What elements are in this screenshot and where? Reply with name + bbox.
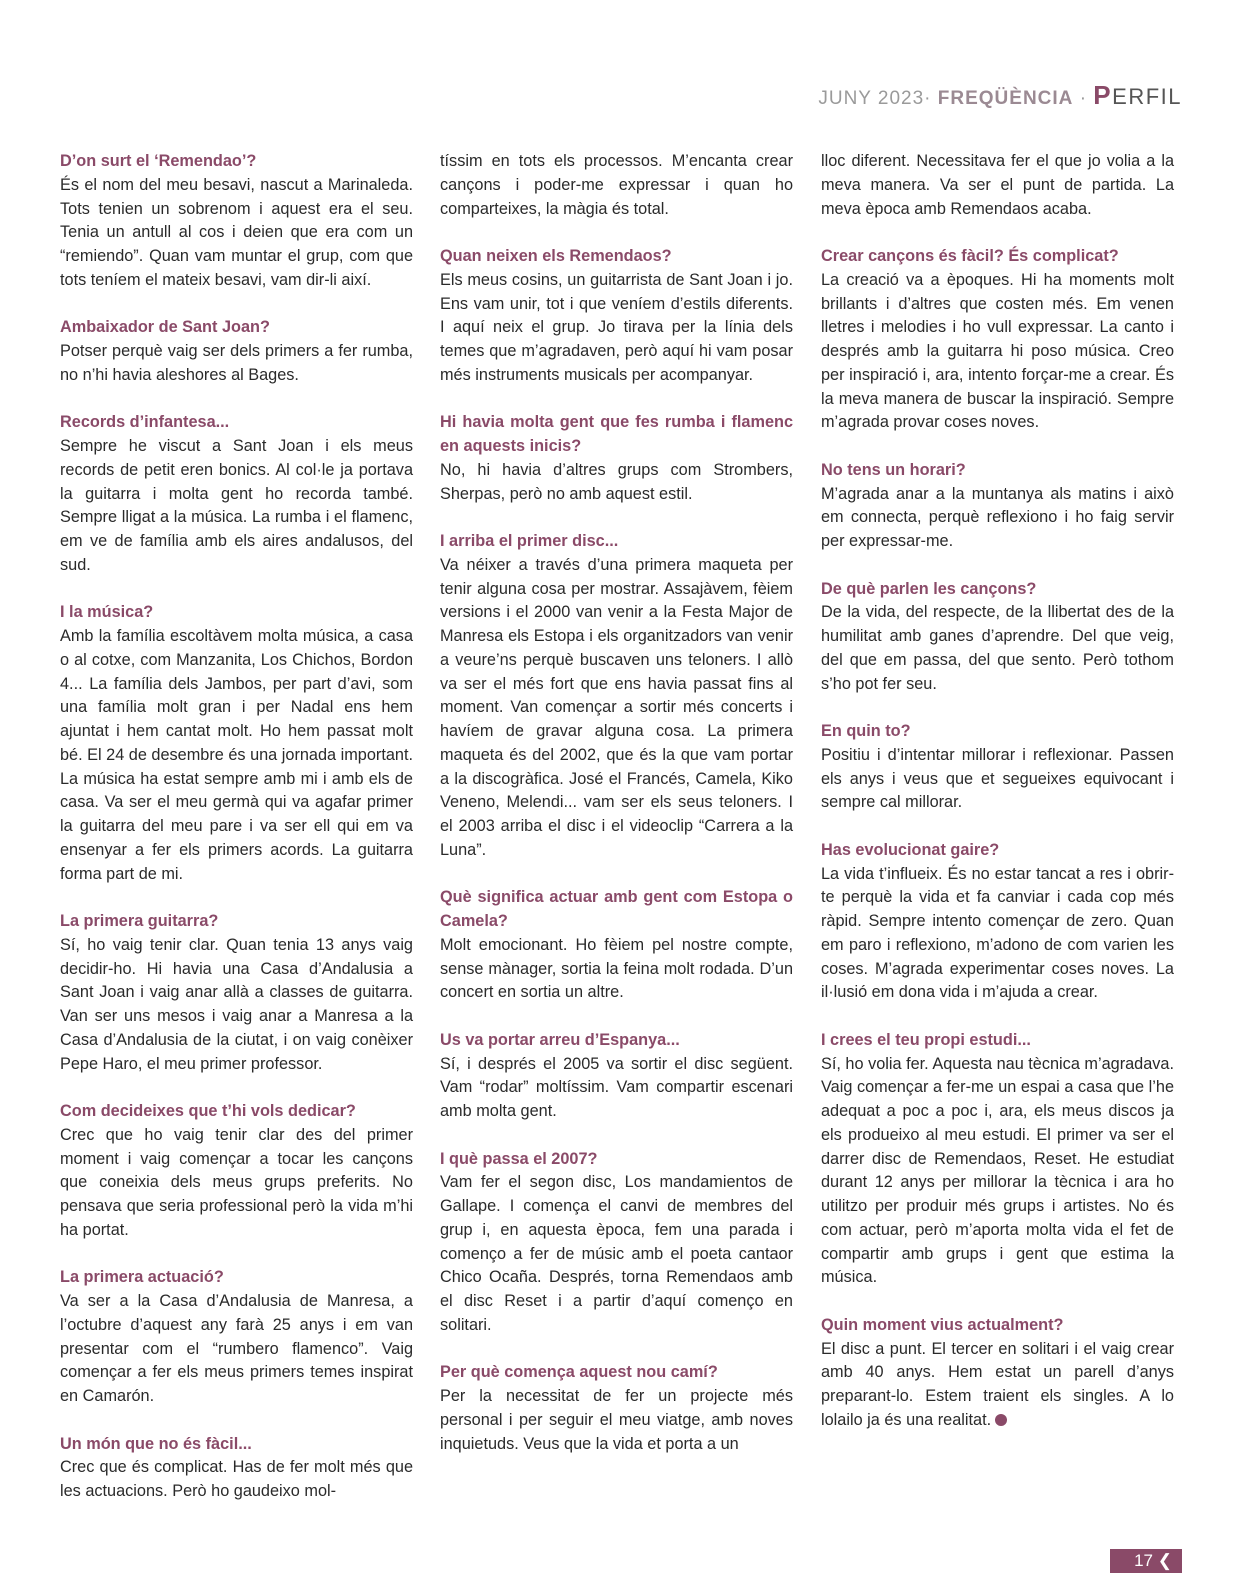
question: En quin to? [821, 722, 911, 740]
answer: Sí, i després el 2005 va sortir el disc següent. Vam “rodar” moltíssim. Vam compartir escenari amb molta gent. [440, 1054, 793, 1120]
answer: La creació va a èpoques. Hi ha moments molt brillants i d’altres que costen més. Em venen lletres i melodies i ho vull expressar. La canto i després amb la guitarra hi poso música. Creo per inspiració i, ara, intento forçar-me a crear. És la meva manera de buscar la inspiració. Sempre m’agrada provar coses noves. [821, 270, 1174, 432]
section-name [1093, 80, 1182, 110]
text-column-2 [440, 150, 793, 1480]
header-separator-2: · [1079, 88, 1088, 109]
text-column-1 [60, 150, 413, 1528]
magazine-name: FREQÜÈNCIA [937, 88, 1074, 109]
question: Quan neixen els Remendaos? [440, 247, 672, 265]
answer-continued: tíssim en tots els processos. M’encanta crear cançons i poder-me expressar i quan ho comparteixes, la màgia és total. [440, 152, 793, 218]
answer: Positiu i d’intentar millorar i reflexionar. Passen els anys i veus que et segueixes equivocant i sempre cal millorar. [821, 745, 1174, 812]
chevron-left-icon: ❮ [1157, 1551, 1172, 1570]
answer: Crec que és complicat. Has de fer molt més que les actuacions. Però ho gaudeixo mol- [60, 1458, 413, 1500]
answer: Els meus cosins, un guitarrista de Sant Joan i jo. Ens vam unir, tot i que veníem d’estils diferents. I aquí neix el grup. Jo tirava per la línia dels temes que m’agradaven, però aquí hi vam posar més instruments musicals per acompanyar. [440, 270, 793, 384]
answer: Sí, ho vaig tenir clar. Quan tenia 13 anys vaig decidir-ho. Hi havia una Casa d’Andalusia a Sant Joan i vaig anar allà a classes de guitarra. Van ser uns mesos i vaig anar a Manresa a la Casa d’Andalusia de la ciutat, i on vaig conèixer Pepe Haro, el meu primer professor. [60, 935, 413, 1073]
header-separator: · [924, 88, 932, 109]
section-initial: P [1093, 80, 1113, 110]
question: De què parlen les cançons? [821, 579, 1037, 598]
question: No tens un horari? [821, 460, 966, 479]
answer: Amb la família escoltàvem molta música, a casa o al cotxe, com Manzanita, Los Chichos, Bordon 4... La família dels Jambos, per part d’avi, som una família molt gran i per Nadal ens hem ajuntat i hem cantat molt. Ho hem passat molt bé. El 24 de desembre és una jornada important. La música ha estat sempre amb mi i amb els de casa. Va ser el meu germà qui va agafar primer la guitarra del meu pare i va ser ell qui em va ensenyar a fer els primers acords. La guitarra forma part de mi. [60, 627, 413, 883]
question: Quin moment vius actualment? [821, 1315, 1064, 1334]
answer-continued: lloc diferent. Necessitava fer el que jo volia a la meva manera. Va ser el punt de partida. La meva època amb Remendaos acaba. [821, 152, 1174, 218]
answer-final [821, 1338, 1174, 1433]
question: Ambaixador de Sant Joan? [60, 318, 270, 337]
question: I crees el teu propi estudi... [821, 1030, 1031, 1049]
answer: La vida t’influeix. És no estar tancat a res i obrir-te perquè la vida et fa canviar i cada cop més ràpid. Sempre intento començar de zero. Quan em paro i reflexiono, m’adono de com varien les coses. M’agrada experimentar coses noves. La il·lusió em dona vida i m’ajuda a crear. [821, 864, 1174, 1002]
answer: Vam fer el segon disc, Los mandamientos de Gallape. I comença el canvi de membres del grup i, en aquesta època, fem una parada i començo a fer de músic amb el poeta cantaor Chico Ocaña. Després, torna Remendaos amb el disc Reset i a partir d’aquí començo en solitari. [440, 1173, 793, 1334]
question: I què passa el 2007? [440, 1149, 598, 1168]
answer: Va néixer a través d’una primera maqueta per tenir alguna cosa per mostrar. Assajàvem, fèiem versions i el 2000 van venir a la Festa Major de Manresa els Estopa i els organitzadors van venir a veure’ns perquè buscaven uns teloners. I allò va ser el més fort que ens havia passat fins al moment. Van començar a sortir més concerts i havíem de gravar alguna cosa. La primera maqueta és del 2002, que és la que vam portar a la discogràfica. José el Francés, Camela, Kiko Veneno, Melendi... vam ser els seus teloners. I el 2003 arriba el disc i el videoclip “Carrera a la Luna”. [440, 555, 793, 859]
running-header [818, 80, 1182, 111]
answer: Molt emocionant. Ho fèiem pel nostre compte, sense mànager, sortia la feina molt rodada. D’un concert en sortia un altre. [440, 935, 793, 1002]
question: La primera actuació? [60, 1268, 224, 1287]
issue-date: JUNY 2023 [818, 88, 925, 109]
question: La primera guitarra? [60, 912, 219, 930]
question: Crear cançons és fàcil? És complicat? [821, 247, 1119, 265]
question: Us va portar arreu d’Espanya... [440, 1030, 680, 1049]
answer: No, hi havia d’altres grups com Strombers, Sherpas, però no amb aquest estil. [440, 460, 793, 503]
page-number: 17 [1134, 1551, 1154, 1570]
answer: Potser perquè vaig ser dels primers a fer rumba, no n’hi havia aleshores al Bages. [60, 342, 413, 384]
text-column-3 [821, 150, 1174, 1456]
question: Hi havia molta gent que fes rumba i flamenc en aquests inicis? [440, 413, 793, 455]
question: D’on surt el ‘Remendao’? [60, 152, 257, 170]
question: I arriba el primer disc... [440, 532, 619, 550]
page-number-tab [1110, 1549, 1182, 1573]
question: Has evolucionat gaire? [821, 840, 1000, 859]
answer: Crec que ho vaig tenir clar des del primer moment i vaig començar a tocar les cançons que coneixia dels meus grups preferits. No pensava que seria professional però la vida m’hi ha portat. [60, 1125, 413, 1239]
question: I la música? [60, 603, 154, 622]
answer: És el nom del meu besavi, nascut a Marinaleda. Tots tenien un sobrenom i aquest era el seu. Tenia un antull al cos i deien que era com un “remiendo”. Quan vam muntar el grup, com que tots teníem el mateix besavi, vam dir-li així. [60, 175, 413, 289]
section-rest: ERFIL [1112, 84, 1182, 109]
question: Un món que no és fàcil... [60, 1434, 252, 1453]
question: Què significa actuar amb gent com Estopa o Camela? [440, 888, 793, 930]
answer-final-text: El disc a punt. El tercer en solitari i el vaig crear amb 40 anys. Hem estat un parell d’anys preparant-lo. Estem traient els singles. A lo lolailo ja és una realitat. [821, 1339, 1174, 1429]
answer: M’agrada anar a la muntanya als matins i això em connecta, perquè reflexiono i ho faig servir per expressar-me. [821, 484, 1174, 550]
answer: Sempre he viscut a Sant Joan i els meus records de petit eren bonics. Al col·le ja portava la guitarra i molta gent ho recorda també. Sempre lligat a la música. La rumba i el flamenc, em ve de família amb els aires andalusos, del sud. [60, 437, 413, 574]
question: Per què comença aquest nou camí? [440, 1363, 718, 1382]
question: Records d’infantesa... [60, 413, 230, 432]
answer: Sí, ho volia fer. Aquesta nau tècnica m’agradava. Vaig començar a fer-me un espai a casa que l’he adequat a poc a poc i, ara, els meus discos ja els produeixo al meu estudi. El primer va ser el darrer disc de Remendaos, Reset. He estudiat durant 12 anys per millorar la tècnica i ara ho utilitzo per produir més grups i artistes. No és com actuar, però m’aporta molta vida el fet de compartir amb grups i gent que estima la música. [821, 1054, 1174, 1287]
answer: Va ser a la Casa d’Andalusia de Manresa, a l’octubre d’aquest any farà 25 anys i em van presentar com el “rumbero flamenco”. Vaig començar a fer els meus primers temes inspirat en Camarón. [60, 1292, 413, 1405]
question: Com decideixes que t’hi vols dedicar? [60, 1102, 356, 1120]
end-mark-icon [995, 1414, 1007, 1426]
answer: Per la necessitat de fer un projecte més personal i per seguir el meu viatge, amb noves inquietuds. Veus que la vida et porta a un [440, 1387, 793, 1453]
answer: De la vida, del respecte, de la llibertat des de la humilitat amb ganes d’aprendre. Del que veig, del que em passa, del que sento. Però tothom s’ho pot fer seu. [821, 603, 1174, 693]
